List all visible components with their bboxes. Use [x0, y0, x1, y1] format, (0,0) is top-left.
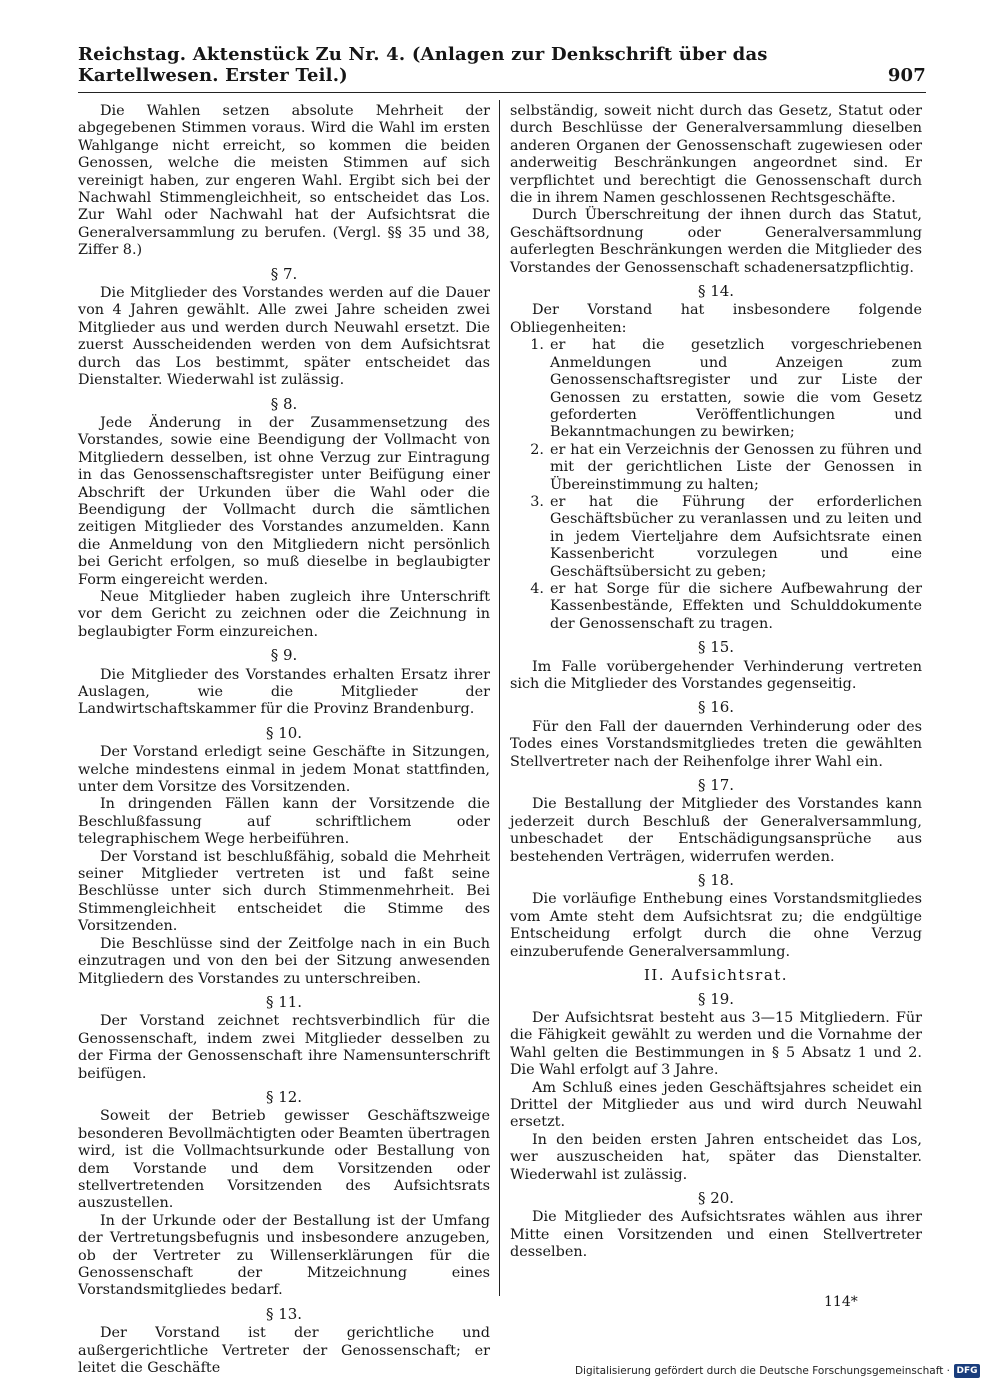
list-text: er hat ein Verzeichnis der Genossen zu führen und mit der gerichtlichen Liste der Genossen in Übereinstimmung zu halten; — [550, 441, 922, 493]
list-text: er hat die gesetzlich vorgeschriebenen Anmeldungen und Anzeigen zum Genossenschaftsregister und zur Liste der Genossen zu erstatten, sowie die vom Gesetz geforderten Veröffentlichungen und Bekanntmachungen zu bewirken; — [550, 337, 922, 441]
list-number: 1. — [530, 337, 544, 354]
paragraph: Durch Überschreitung der ihnen durch das Statut, Geschäftsordnung oder Generalversammlung auferlegten Beschränkungen werden die Mitglieder des Vorstandes der Genossenschaft schadenersatzpflichtig. — [510, 207, 922, 276]
paragraph: Der Vorstand zeichnet rechtsverbindlich für die Genossenschaft, indem zwei Mitglieder desselben zu der Firma der Genossenschaft ihre Namensunterschrift beifügen. — [78, 1013, 490, 1082]
paragraph: Für den Fall der dauernden Verhinderung oder des Todes eines Vorstandsmitgliedes treten die gewählten Stellvertreter nach der Reihenfolge ihrer Wahl ein. — [510, 718, 922, 770]
header-title: Reichstag. Aktenstück Zu Nr. 4. (Anlagen zur Denkschrift über das Kartellwesen. Erster Teil.) — [78, 44, 768, 86]
list-item — [510, 494, 922, 581]
section-heading: § 13. — [265, 1304, 303, 1323]
paragraph: In dringenden Fällen kann der Vorsitzende die Beschlußfassung auf schriftlichem oder telegraphischem Wege herbeiführen. — [78, 796, 490, 848]
paragraph: Die Mitglieder des Aufsichtsrates wählen aus ihrer Mitte einen Vorsitzenden und einen Stellvertreter desselben. — [510, 1209, 922, 1261]
dfg-logo-icon: DFG — [954, 1364, 980, 1378]
section-heading: § 20. — [697, 1188, 735, 1207]
section-heading: § 8. — [270, 394, 298, 413]
section-heading: § 12. — [265, 1087, 303, 1106]
paragraph: Jede Änderung in der Zusammensetzung des Vorstandes, sowie eine Beendigung der Vollmacht von Mitgliedern desselben, ist ohne Verzug zur Eintragung in das Genossenschaftsregister unter Beifügung einer Abschrift der Urkunden über die Wahl oder die Beendigung der Vollmacht durch die sämtlichen zeitigen Mitglieder des Vorstandes anzumelden. Kann die Anmeldung von den Mitgliedern nicht persönlich bei Gericht erfolgen, so muß dieselbe in beglaubigter Form eingereicht werden. — [78, 414, 490, 588]
paragraph: Der Aufsichtsrat besteht aus 3—15 Mitgliedern. Für die Fähigkeit gewählt zu werden und die Vornahme der Wahl gelten die Bestimmungen in § 5 Absatz 1 und 2. Die Wahl erfolgt auf 3 Jahre. — [510, 1009, 922, 1079]
section-heading: § 9. — [270, 646, 298, 665]
section-heading: § 16. — [697, 698, 735, 717]
list-item — [510, 581, 922, 633]
paragraph: Im Falle vorübergehender Verhinderung vertreten sich die Mitglieder des Vorstandes gegenseitig. — [510, 658, 922, 692]
paragraph: Neue Mitglieder haben zugleich ihre Unterschrift vor dem Gericht zu zeichnen oder die Zeichnung in beglaubigter Form einzureichen. — [78, 588, 490, 640]
list-item — [510, 442, 922, 494]
list-number: 2. — [530, 441, 544, 458]
paragraph: Der Vorstand ist der gerichtliche und außergerichtliche Vertreter der Genossenschaft; er leitet die Geschäfte — [78, 1325, 490, 1377]
right-column — [510, 103, 922, 1262]
header-rule — [78, 92, 926, 93]
section-heading: § 14. — [697, 282, 735, 301]
section-heading: § 19. — [697, 989, 735, 1008]
paragraph: In der Urkunde oder der Bestallung ist der Umfang der Vertretungsbefugnis und insbesondere anzugeben, ob der Vertreter zu Willenserklärungen für die Genossenschaft der Mitzeichnung eines Vorstandsmitgliedes bedarf. — [78, 1212, 490, 1299]
paragraph: Der Vorstand ist beschlußfähig, sobald die Mehrheit seiner Mitglieder vertreten ist und faßt seine Beschlüsse unter sich durch Stimmenmehrheit. Bei Stimmengleichheit entscheidet die Stimme des Vorsitzenden. — [78, 848, 490, 935]
left-column — [78, 103, 490, 1377]
list-item — [510, 337, 922, 441]
signature-mark: 114* — [824, 1294, 858, 1310]
paragraph: Die Mitglieder des Vorstandes erhalten Ersatz ihrer Auslagen, wie die Mitglieder der Landwirtschaftskammer für die Provinz Brandenburg. — [78, 666, 490, 718]
footer-text: Digitalisierung gefördert durch die Deutsche Forschungsgemeinschaft · — [574, 1365, 950, 1377]
section-heading: § 18. — [697, 871, 735, 890]
list-number: 4. — [530, 580, 544, 597]
paragraph: Die Beschlüsse sind der Zeitfolge nach in ein Buch einzutragen und von den bei der Sitzung anwesenden Mitgliedern des Vorstandes zu unterschreiben. — [78, 935, 490, 987]
page-number: 907 — [887, 65, 926, 86]
section-heading: § 15. — [697, 638, 735, 657]
paragraph: Die Wahlen setzen absolute Mehrheit der abgegebenen Stimmen voraus. Wird die Wahl im ersten Wahlgange nicht erreicht, so kommen die beiden Genossen, welche die meisten Stimmen auf sich vereinigt haben, zur engeren Wahl. Ergibt sich bei der Nachwahl Stimmengleichheit, so entscheidet das Los. Zur Wahl oder Nachwahl hat der Aufsichtsrat die Generalversammlung zu berufen. (Vergl. §§ 35 und 38, Ziffer 8.) — [78, 103, 490, 259]
paragraph: Soweit der Betrieb gewisser Geschäftszweige besonderen Bevollmächtigten oder Beamten übertragen wird, ist die Vollmachtsurkunde oder Bestallung von dem Vorstande und dem Vorsitzenden oder stellvertretenden Vorsitzenden des Aufsichtsrats auszustellen. — [78, 1108, 490, 1212]
column-divider — [499, 100, 500, 1296]
list-number: 3. — [530, 493, 544, 510]
paragraph: In den beiden ersten Jahren entscheidet das Los, wer auszuscheiden hat, später das Dienstalter. Wiederwahl ist zulässig. — [510, 1131, 922, 1183]
paragraph: Der Vorstand hat insbesondere folgende Obliegenheiten: — [510, 302, 922, 336]
paragraph: selbständig, soweit nicht durch das Gesetz, Statut oder durch Beschlüsse der Generalversammlung dieselben anderen Organen der Genossenschaft zugewiesen oder anderweitig Beschränkungen angeordnet sind. Er verpflichtet und berechtigt die Genossenschaft durch die in ihrem Namen geschlossenen Rechtsgeschäfte. — [510, 103, 922, 207]
obligations-list — [510, 337, 922, 633]
paragraph: Der Vorstand erledigt seine Geschäfte in Sitzungen, welche mindestens einmal in jedem Monat stattfinden, unter dem Vorsitze des Vorsitzenden. — [78, 744, 490, 796]
section-heading: § 10. — [265, 723, 303, 742]
running-header — [78, 44, 926, 86]
section-heading: § 17. — [697, 776, 735, 795]
digitization-footer — [575, 1364, 980, 1378]
section-heading: § 7. — [270, 264, 298, 283]
list-text: er hat Sorge für die sichere Aufbewahrung der Kassenbestände, Effekten und Schulddokumente der Genossenschaft zu tragen. — [550, 580, 922, 632]
paragraph: Die Mitglieder des Vorstandes werden auf die Dauer von 4 Jahren gewählt. Alle zwei Jahre scheiden zwei Mitglieder aus und werden durch Neuwahl ersetzt. Die zuerst Ausscheidenden werden von dem Aufsichtsrat durch das Los bestimmt, später entscheidet das Dienstalter. Wiederwahl ist zulässig. — [78, 285, 490, 389]
paragraph: Die vorläufige Enthebung eines Vorstandsmitgliedes vom Amte steht dem Aufsichtsrat zu; die endgültige Entscheidung erfolgt durch die ohne Verzug einzuberufende Generalversammlung. — [510, 891, 922, 960]
part-heading: II. Aufsichtsrat. — [643, 966, 789, 985]
list-text: er hat die Führung der erforderlichen Geschäftsbücher zu veranlassen und zu leiten und in jedem Vierteljahre dem Aufsichtsrate einen Kassenbericht vorzulegen und eine Geschäftsübersicht zu geben; — [550, 493, 922, 580]
section-heading: § 11. — [265, 992, 303, 1011]
paragraph: Am Schluß eines jeden Geschäftsjahres scheidet ein Drittel der Mitglieder aus und wird durch Neuwahl ersetzt. — [510, 1079, 922, 1131]
paragraph: Die Bestallung der Mitglieder des Vorstandes kann jederzeit durch Beschluß der Generalversammlung, unbeschadet der Entschädigungsansprüche aus bestehenden Verträgen, widerrufen werden. — [510, 796, 922, 865]
